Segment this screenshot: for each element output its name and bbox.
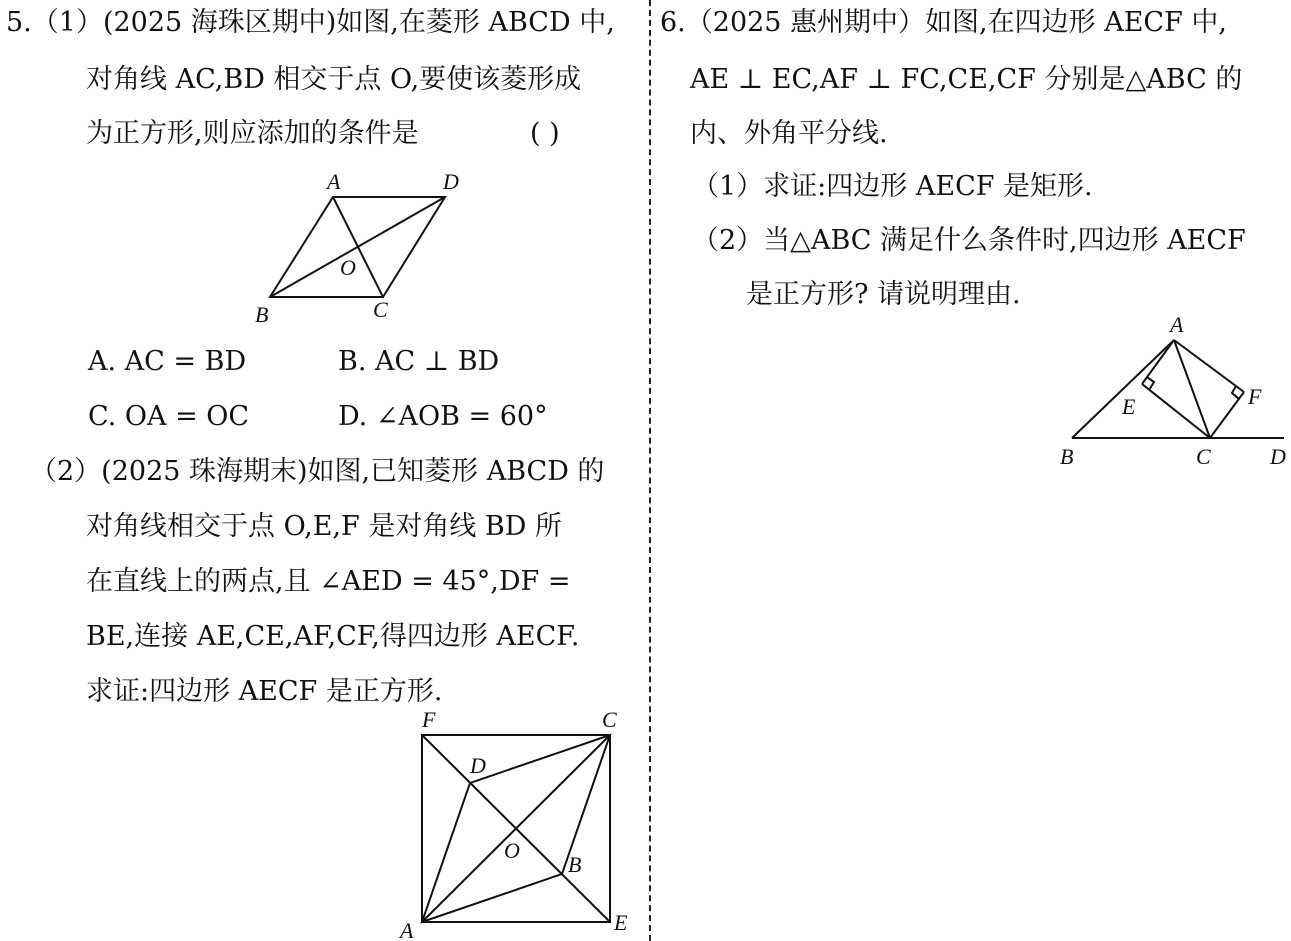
label-e: E xyxy=(1122,394,1136,419)
q5-part2-line5: 求证:四边形 AECF 是正方形. xyxy=(86,676,443,707)
label-a: A xyxy=(327,169,341,194)
q5-part1-line1: 5.（1）(2025 海珠区期中)如图,在菱形 ABCD 中, xyxy=(6,7,615,38)
label-d: D xyxy=(1270,444,1286,469)
q6-line2: AE ⊥ EC,AF ⊥ FC,CE,CF 分别是△ABC 的 xyxy=(690,64,1243,95)
label-c: C xyxy=(1196,444,1211,469)
q5-part2-line3: 在直线上的两点,且 ∠AED = 45°,DF = xyxy=(86,566,571,597)
q6-line3: 内、外角平分线. xyxy=(690,118,888,149)
q6-part1: （1）求证:四边形 AECF 是矩形. xyxy=(692,171,1093,202)
label-f: F xyxy=(1248,384,1262,409)
q5-part2-line1: （2）(2025 珠海期末)如图,已知菱形 ABCD 的 xyxy=(30,456,605,487)
label-b: B xyxy=(1060,444,1074,469)
q5-answer-bracket: ( ) xyxy=(530,118,560,149)
q6-line1: 6.（2025 惠州期中）如图,在四边形 AECF 中, xyxy=(660,7,1227,38)
q5-part1-line2: 对角线 AC,BD 相交于点 O,要使该菱形成 xyxy=(86,64,582,95)
rhombus-figure xyxy=(245,165,485,330)
label-c: C xyxy=(373,297,388,322)
label-o: O xyxy=(340,255,356,280)
label-e: E xyxy=(614,910,628,935)
segment-ab xyxy=(1072,340,1174,438)
q6-part2-line1: （2）当△ABC 满足什么条件时,四边形 AECF xyxy=(692,225,1246,256)
label-c: C xyxy=(602,707,617,732)
option-a: A. AC = BD xyxy=(88,346,247,377)
triangle-figure xyxy=(1050,310,1290,475)
square-figure xyxy=(390,700,640,941)
label-d: D xyxy=(443,169,459,194)
label-a: A xyxy=(1170,312,1184,337)
label-d: D xyxy=(470,753,486,778)
label-b: B xyxy=(255,302,269,327)
label-o: O xyxy=(504,838,520,863)
q5-part1-line3: 为正方形,则应添加的条件是 xyxy=(86,118,419,149)
column-divider xyxy=(649,0,651,941)
label-a: A xyxy=(400,918,414,941)
q5-part2-line2: 对角线相交于点 O,E,F 是对角线 BD 所 xyxy=(86,511,562,542)
q5-part2-line4: BE,连接 AE,CE,AF,CF,得四边形 AECF. xyxy=(86,621,580,652)
option-c: C. OA = OC xyxy=(88,401,250,432)
diagonal-bd xyxy=(270,197,445,297)
q6-part2-line2: 是正方形? 请说明理由. xyxy=(746,279,1021,310)
option-d: D. ∠AOB = 60° xyxy=(338,401,548,432)
label-b: B xyxy=(568,852,582,877)
label-f: F xyxy=(422,707,436,732)
option-b: B. AC ⊥ BD xyxy=(338,346,500,377)
